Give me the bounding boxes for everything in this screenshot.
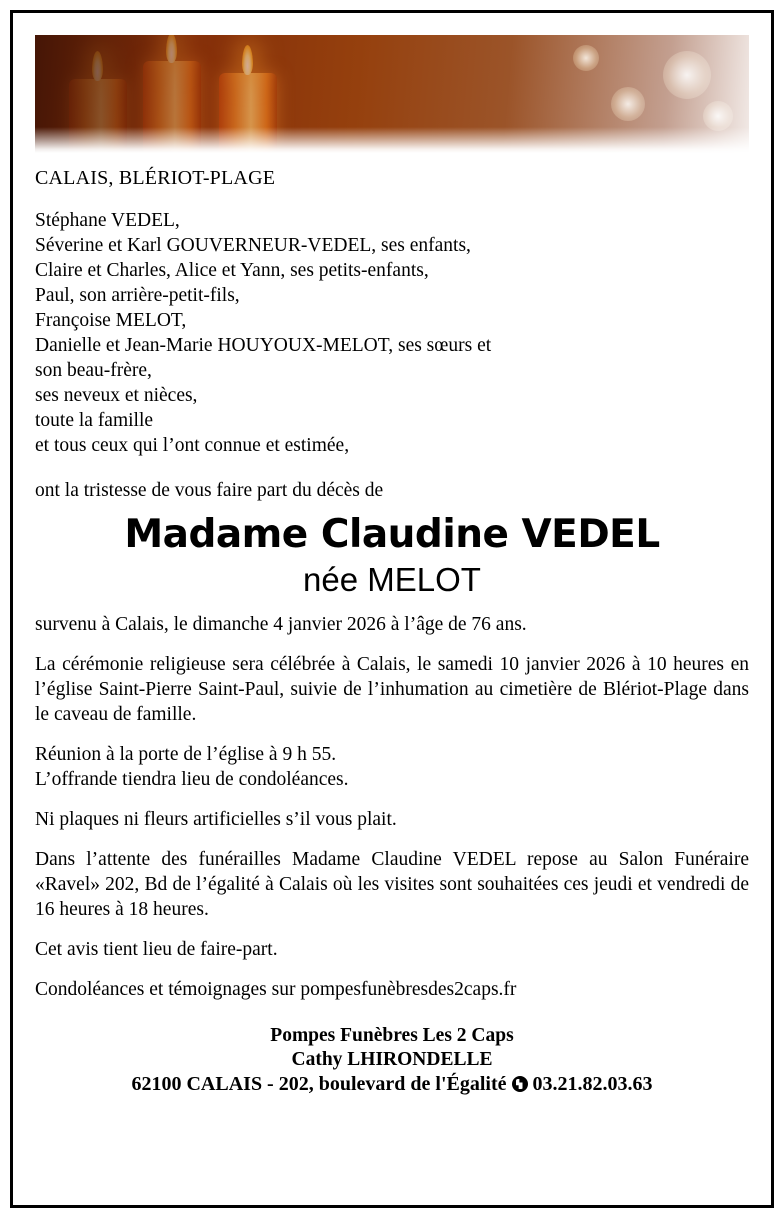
- deceased-name: Madame Claudine VEDEL: [124, 512, 660, 557]
- meeting-line-1: Réunion à la porte de l’église à 9 h 55.: [35, 744, 337, 765]
- meeting-line-2: L’offrande tiendra lieu de condoléances.: [35, 769, 349, 790]
- death-info: survenu à Calais, le dimanche 4 janvier 2026 à l’âge de 76 ans.: [35, 614, 527, 635]
- deceased-maiden-name: née MELOT: [303, 561, 481, 598]
- announcement-lead: ont la tristesse de vous faire part du décès de: [35, 480, 384, 501]
- family-line: toute la famille: [35, 410, 154, 431]
- funeral-home-contact: Cathy LHIRONDELLE: [291, 1049, 493, 1070]
- funeral-home-phone: 03.21.82.03.63: [532, 1073, 653, 1095]
- candles-banner-image: [35, 35, 749, 153]
- family-line: Stéphane VEDEL,: [35, 210, 180, 231]
- family-line: Séverine et Karl GOUVERNEUR-VEDEL, ses enfants,: [35, 235, 471, 256]
- family-line: Danielle et Jean-Marie HOUYOUX-MELOT, ses sœurs et: [35, 335, 492, 356]
- family-line: Françoise MELOT,: [35, 310, 187, 331]
- family-line: son beau-frère,: [35, 360, 152, 381]
- family-line: Claire et Charles, Alice et Yann, ses petits-enfants,: [35, 260, 429, 281]
- flowers-note: Ni plaques ni fleurs artificielles s’il vous plait.: [35, 809, 397, 830]
- city-label: CALAIS, BLÉRIOT-PLAGE: [35, 167, 276, 189]
- faire-part-note: Cet avis tient lieu de faire-part.: [35, 939, 278, 960]
- banner-bottom-fade: [35, 127, 749, 153]
- phone-icon: [512, 1076, 528, 1092]
- funeral-home-footer: [35, 1024, 749, 1096]
- meeting-info: [35, 742, 749, 792]
- funeral-home-name: Pompes Funèbres Les 2 Caps: [270, 1025, 514, 1046]
- condolences-note: Condoléances et témoignages sur pompesfunèbresdes2caps.fr: [35, 979, 517, 1000]
- funeral-home-address-phone: [35, 1072, 749, 1096]
- funeral-home-address: 62100 CALAIS - 202, boulevard de l'Égalité: [131, 1073, 507, 1095]
- family-line: Paul, son arrière-petit-fils,: [35, 285, 240, 306]
- ceremony-info: La cérémonie religieuse sera célébrée à Calais, le samedi 10 janvier 2026 à 10 heures en l’église Saint-Pierre Saint-Paul, suivie de l’inhumation au cimetière de Blériot-Plage dans le caveau de famille.: [35, 654, 749, 725]
- death-notice-card: [10, 10, 774, 1208]
- family-list: [35, 208, 749, 458]
- family-line: ses neveux et nièces,: [35, 385, 198, 406]
- visits-info: Dans l’attente des funérailles Madame Claudine VEDEL repose au Salon Funéraire «Ravel» 202, Bd de l’égalité à Calais où les visites sont souhaitées ces jeudi et vendredi de 16 heures à 18 heures.: [35, 849, 749, 920]
- family-line: et tous ceux qui l’ont connue et estimée,: [35, 435, 350, 456]
